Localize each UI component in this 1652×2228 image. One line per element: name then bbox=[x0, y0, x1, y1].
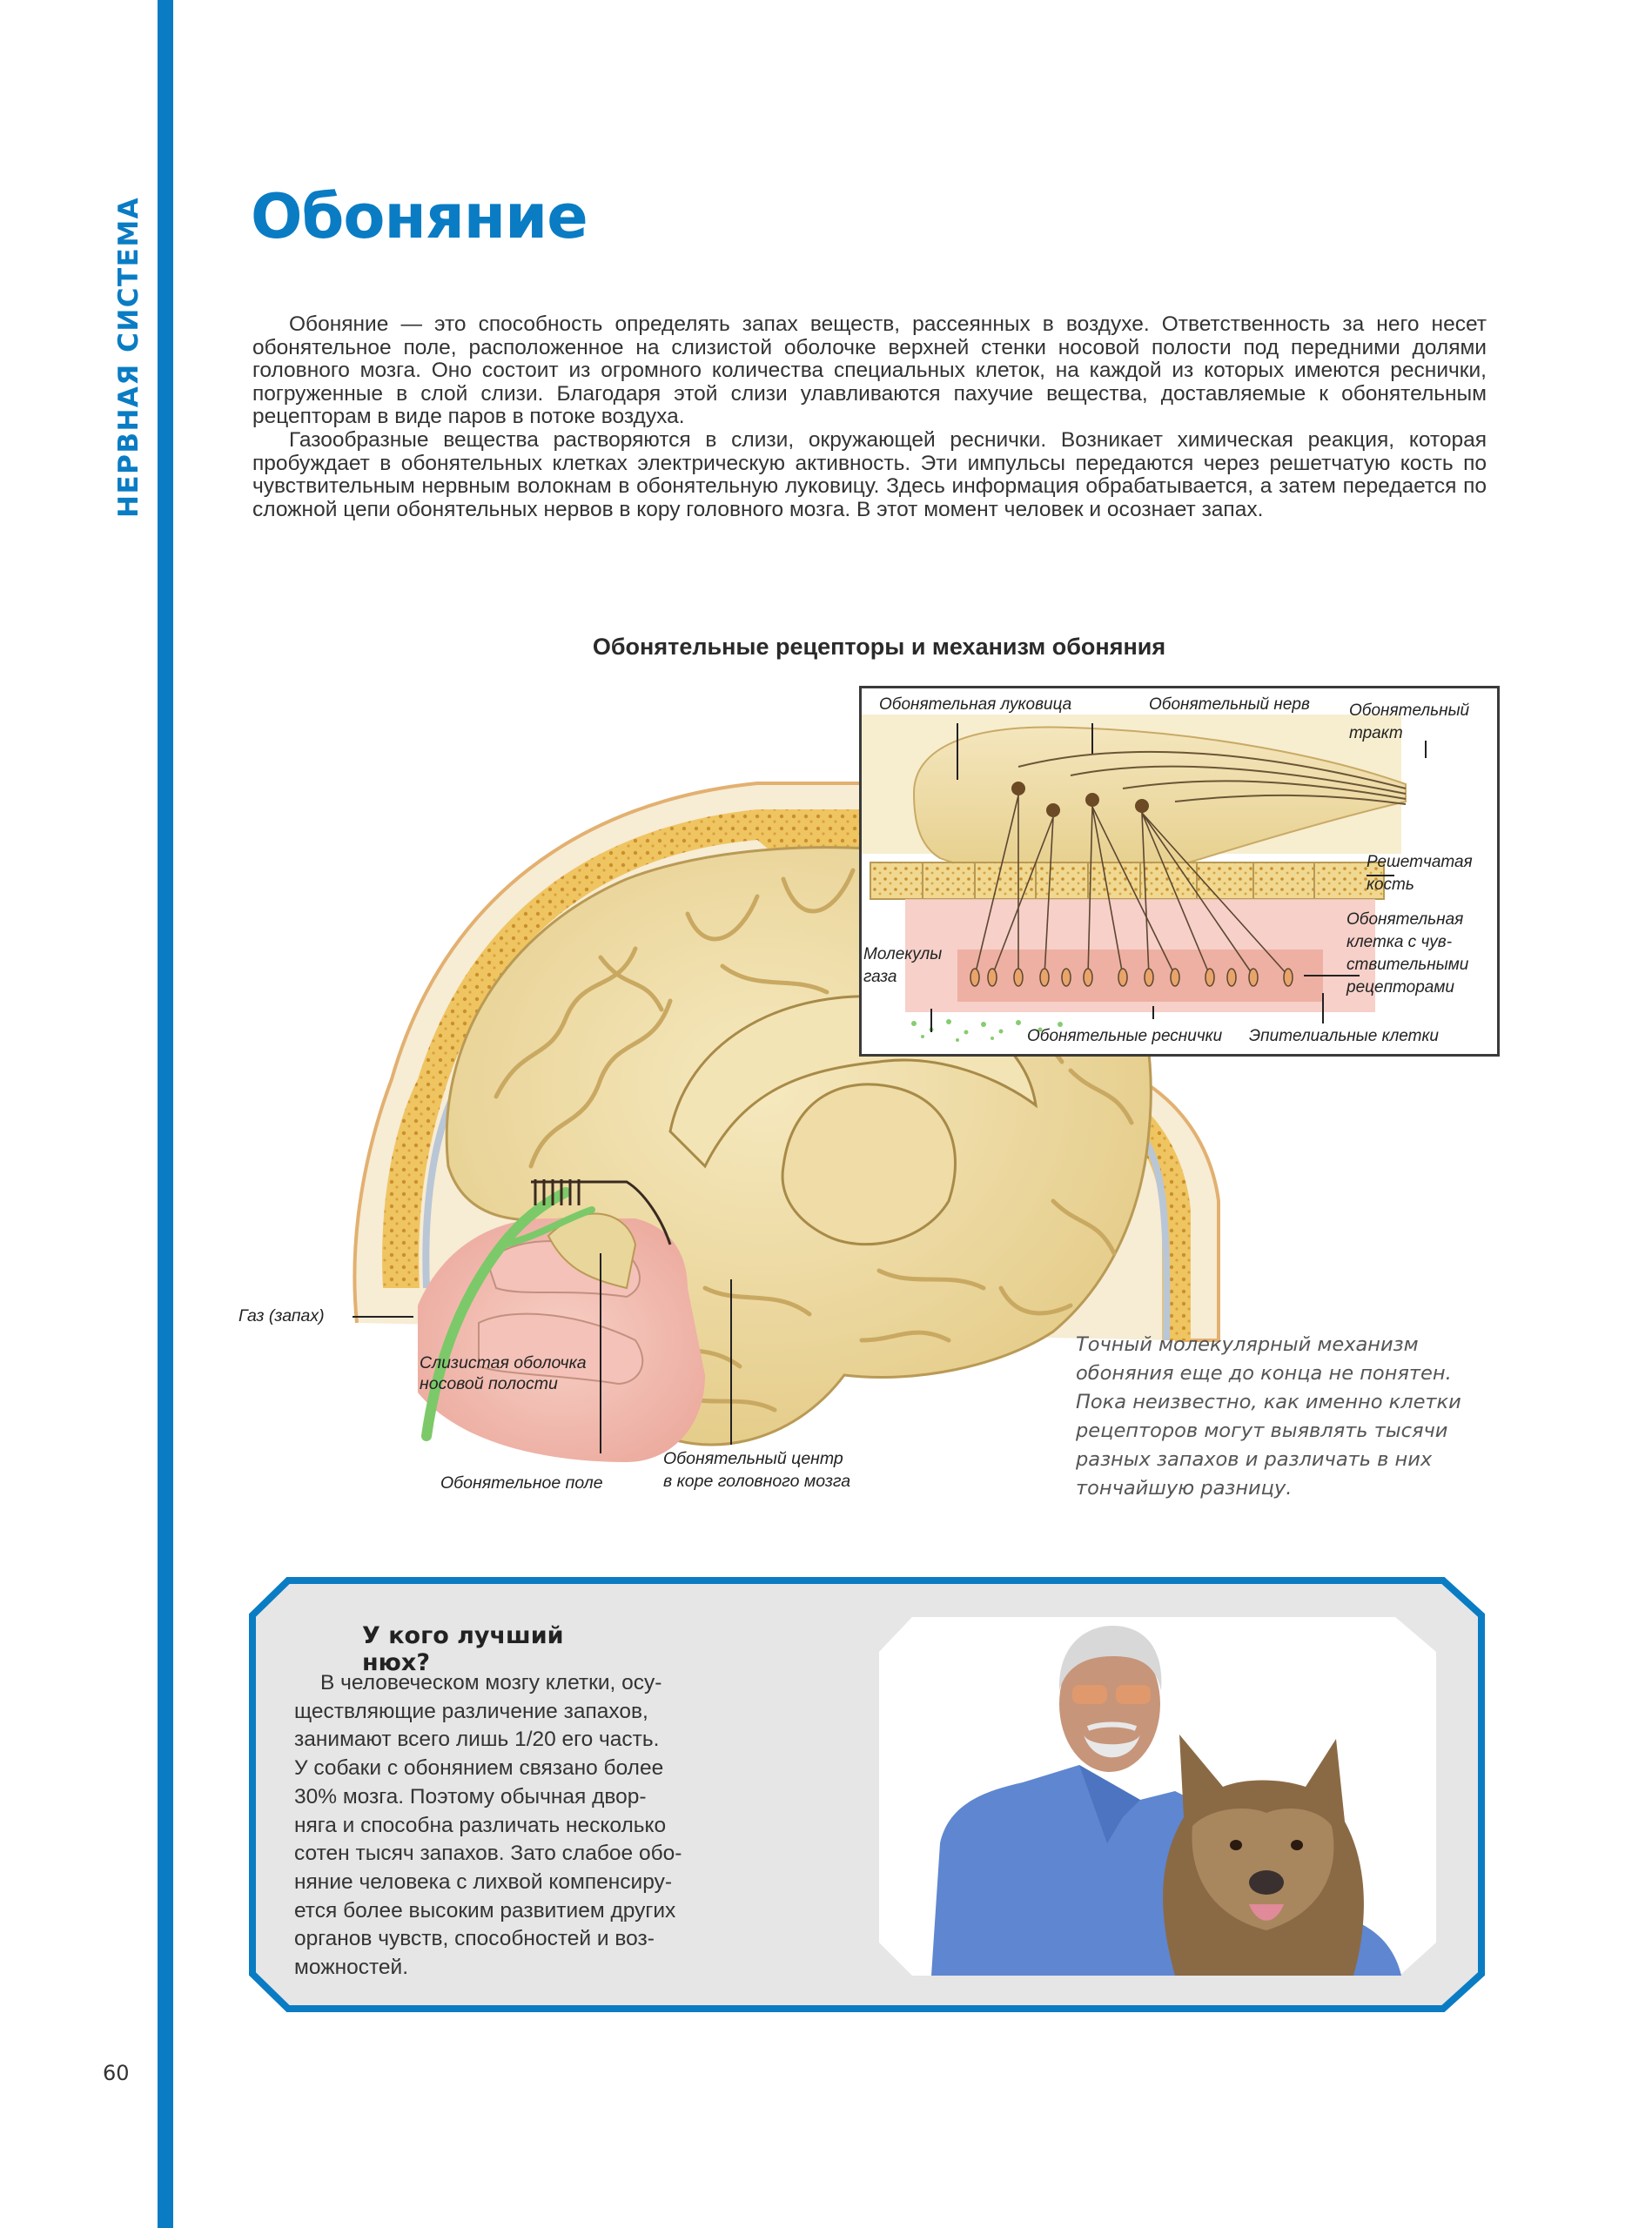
box-line: занимают всего лишь 1/20 его часть. bbox=[294, 1728, 660, 1752]
label-mucosa-line1: Слизистая оболочка bbox=[420, 1353, 587, 1372]
page-number: 60 bbox=[103, 2061, 130, 2085]
inset-label-bone-line1: Решетчатая bbox=[1367, 853, 1473, 871]
inset-label-bulb: Обонятельная луковица bbox=[879, 695, 1072, 714]
box-line: няние человека с лихвой компенсиру- bbox=[294, 1869, 673, 1894]
inset-label-cell-line2: клетка с чув- bbox=[1346, 933, 1453, 951]
note-line: обоняния еще до конца не понятен. bbox=[1076, 1362, 1452, 1385]
inset-label-cell-line3: ствительными bbox=[1346, 956, 1469, 974]
box-line: У собаки с обонянием связано более bbox=[294, 1756, 664, 1781]
side-accent-bar bbox=[158, 0, 173, 2228]
box-line: органов чувств, способностей и воз- bbox=[294, 1927, 655, 1951]
note-line: тончайшую разницу. bbox=[1076, 1477, 1293, 1500]
paragraph: Обоняние — это способность определять запах веществ, рассеянных в воздухе. Ответственность за него несет обонятельное поле, расположенное на слизистой оболочке верхней стенки носовой полости под передними долями головного мозга. Оно состоит из огромного количества специальных клеток, на каждой из которых имеются реснички, погруженные в слой слизи. Благодаря этой слизи улавливаются пахучие вещества, доставляемые к обонятельным рецепторам в виде паров в потоке воздуха. bbox=[252, 312, 1487, 429]
inset-label-tract-line2: тракт bbox=[1349, 724, 1403, 742]
cribriform-plate bbox=[870, 862, 1384, 899]
note-line: Точный молекулярный механизм bbox=[1076, 1333, 1419, 1356]
label-mucosa-line2: носовой полости bbox=[420, 1374, 558, 1393]
box-line: ется более высоким развитием других bbox=[294, 1898, 676, 1923]
page-title: Обоняние bbox=[251, 181, 588, 252]
sidebar-box bbox=[249, 1577, 1485, 2012]
inset-label-molecules-line2: газа bbox=[863, 968, 897, 986]
paragraph: Газообразные вещества растворяются в слизи, окружающей реснички. Возникает химическая реакция, которая пробуждает в обонятельных клетках электрическую активность. Эти импульсы передаются через решетчатую кость по чувствительным нервным волокнам в обонятельную луковицу. Здесь информация обрабатывается, а затем передается по сложной цепи обонятельных нервов в кору головного мозга. В этот момент человек и осознает запах. bbox=[252, 427, 1487, 521]
note-line: Пока неизвестно, как именно клетки bbox=[1076, 1391, 1461, 1413]
note-line: разных запахов и различать в них bbox=[1076, 1448, 1433, 1471]
figure-note bbox=[1076, 1331, 1511, 1503]
box-line: ществляющие различение запахов, bbox=[294, 1699, 648, 1723]
man-with-dog-photo bbox=[879, 1617, 1436, 1976]
thalamus bbox=[782, 1084, 955, 1245]
box-line: В человеческом мозгу клетки, осу- bbox=[320, 1671, 662, 1694]
figure-title: Обонятельные рецепторы и механизм обоняния bbox=[592, 634, 1166, 660]
box-line: сотен тысяч запахов. Зато слабое обо- bbox=[294, 1842, 682, 1866]
inset-label-bone-line2: кость bbox=[1367, 876, 1414, 894]
box-line: няга и способна различать несколько bbox=[294, 1813, 667, 1837]
box-title: У кого лучший нюх? bbox=[362, 1622, 564, 1676]
inset-label-tract-line1: Обонятельный bbox=[1349, 701, 1470, 720]
label-olfactory-field: Обонятельное поле bbox=[440, 1473, 603, 1493]
label-gas-smell: Газ (запах) bbox=[238, 1306, 325, 1325]
inset-label-nerve: Обонятельный нерв bbox=[1149, 695, 1310, 714]
body-text bbox=[252, 313, 1487, 521]
receptor-inset bbox=[859, 686, 1500, 1057]
inset-label-cilia: Обонятельные реснички bbox=[1027, 1027, 1223, 1045]
label-olfactory-center-line1: Обонятельный центр bbox=[663, 1449, 843, 1468]
inset-label-cell-line1: Обонятельная bbox=[1346, 910, 1464, 929]
inset-label-molecules-line1: Молекулы bbox=[863, 945, 943, 963]
note-line: рецепторов могут выявлять тысячи bbox=[1076, 1419, 1448, 1442]
box-line: можностей. bbox=[294, 1956, 409, 1980]
box-line: 30% мозга. Поэтому обычная двор- bbox=[294, 1784, 647, 1809]
section-label-text: НЕРВНАЯ СИСТЕМА bbox=[113, 196, 144, 518]
inset-label-epithelial: Эпителиальные клетки bbox=[1249, 1027, 1439, 1045]
inset-label-cell-line4: рецепторами bbox=[1346, 978, 1454, 997]
box-text bbox=[294, 1669, 682, 1983]
label-olfactory-center-line2: в коре головного мозга bbox=[663, 1472, 851, 1491]
